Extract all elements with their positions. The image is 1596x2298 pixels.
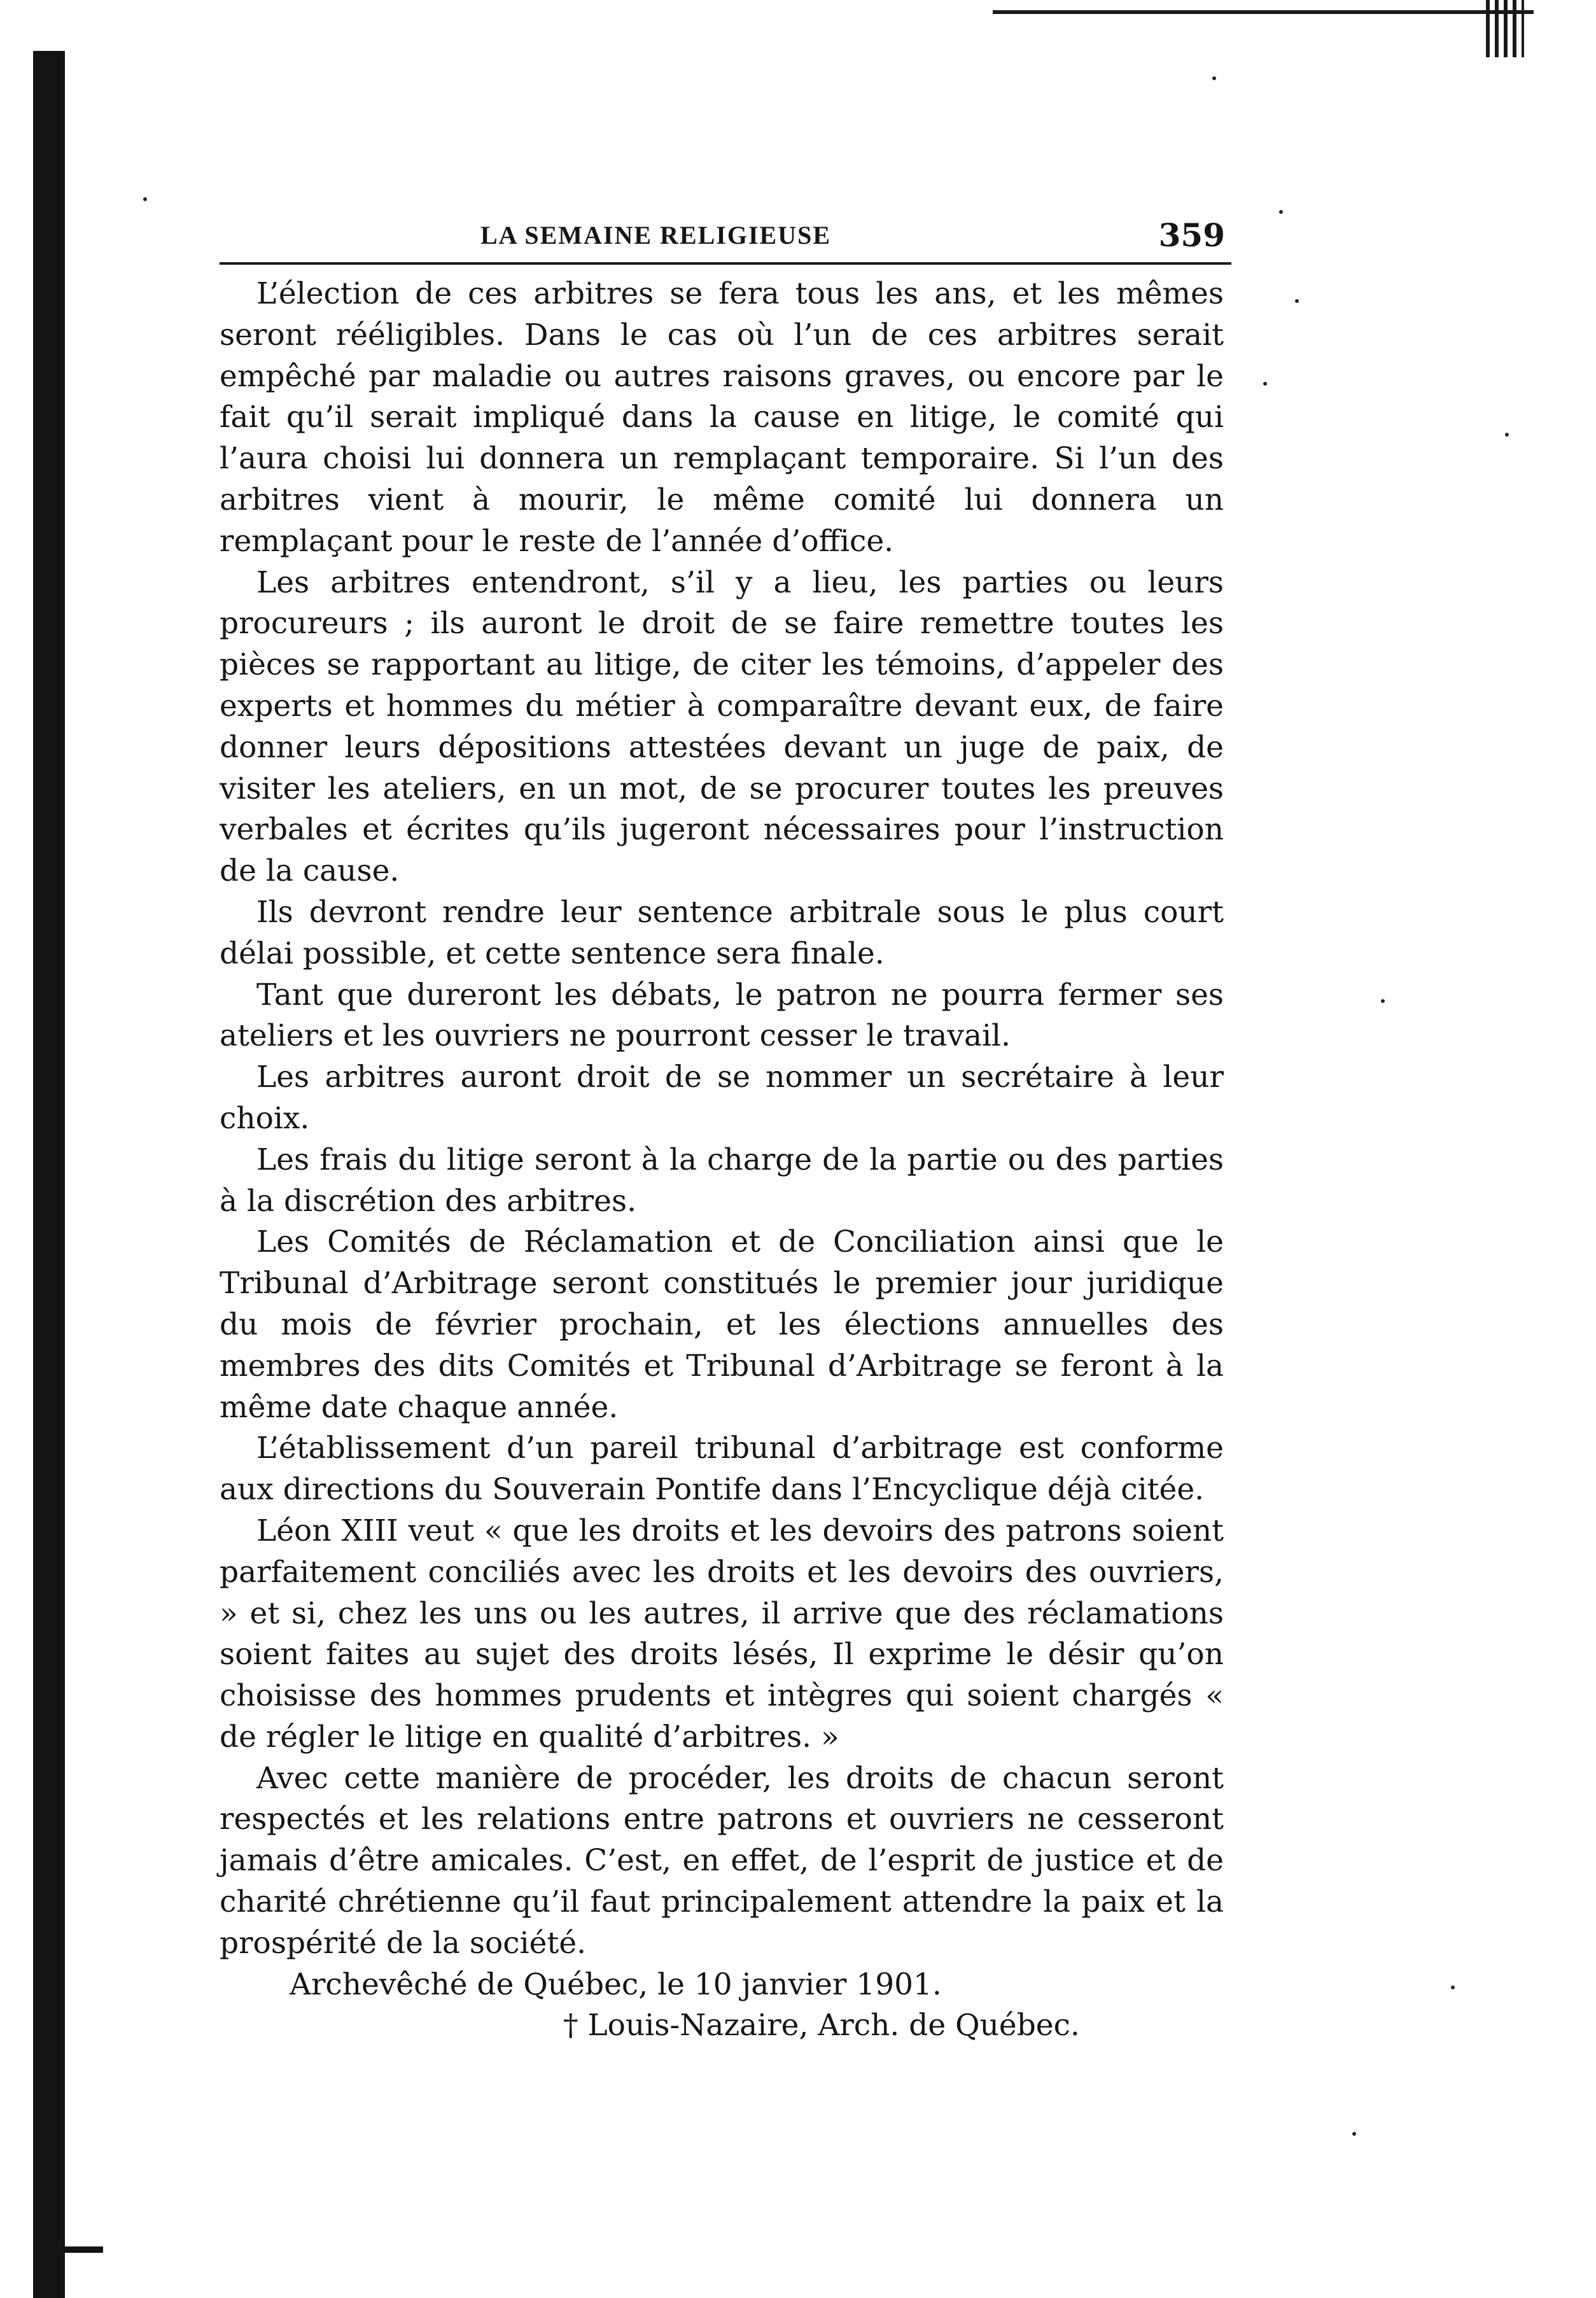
header-rule [220, 262, 1231, 265]
scan-speck [1295, 299, 1299, 303]
paragraph-secretaire: Les arbitres auront droit de se nommer un secrétaire à leur choix. [220, 1060, 1224, 1136]
journal-title: LA SEMAINE RELIGIEUSE [480, 221, 832, 249]
paragraph-etablissement: L’établissement d’un pareil tribunal d’arbitrage est conforme aux directions du Souverain Pontife dans l’Encyclique déjà citée. [220, 1431, 1224, 1508]
paragraph-sentence: Ils devront rendre leur sentence arbitrale sous le plus court délai possible, et cette sentence sera finale. [220, 894, 1224, 971]
scan-binding-edge [33, 51, 65, 2298]
page-number: 359 [1158, 216, 1225, 254]
scan-speck [1451, 1986, 1455, 1989]
scan-speck [1352, 2132, 1356, 2136]
paragraph-leon-xiii: Léon XIII veut « que les droits et les devoirs des patrons soient parfaitement conciliés avec les droits et les devoirs des ouvriers, » et si, chez les uns ou les autres, il arrive que des réclamations soient faites au sujet des droits lésés, Il exprime le désir qu’on choisisse des hommes prudents et intègres qui soient chargés « de régler le litige en qualité d’arbitres. » [220, 1513, 1224, 1755]
paragraph-frais: Les frais du litige seront à la charge de la partie ou des parties à la discrétion des arbitres. [220, 1142, 1224, 1219]
scan-top-rule [993, 10, 1534, 14]
paragraph-comites: Les Comités de Réclamation et de Conciliation ainsi que le Tribunal d’Arbitrage seront constitués le premier jour juridique du mois de février prochain, et les élections annuelles des membres des dits Comités et Tribunal d’Arbitrage se feront à la même date chaque année. [220, 1224, 1224, 1425]
signature: † Louis-Nazaire, Arch. de Québec. [563, 2008, 1080, 2043]
paragraph-election: L’élection de ces arbitres se fera tous les ans, et les mêmes seront rééligibles. Dans le cas où l’un de ces arbitres serait empêché par maladie ou autres raisons graves, ou encore par le fait qu’il serait impliqué dans la cause en litige, le comité qui l’aura choisi lui donnera un remplaçant temporaire. Si l’un des arbitres vient à mourir, le même comité lui donnera un remplaçant pour le reste de l’année d’office. [220, 276, 1224, 559]
paragraph-debats: Tant que dureront les débats, le patron ne pourra fermer ses ateliers et les ouvriers ne pourront cesser le travail. [220, 977, 1224, 1054]
scan-speck [1279, 210, 1283, 214]
scan-speck [1381, 999, 1385, 1003]
article-body [220, 274, 1224, 2047]
running-head [220, 210, 1225, 261]
scan-speck [1212, 76, 1216, 80]
scan-speck [143, 197, 147, 201]
scan-binding-foot [33, 2246, 103, 2253]
scan-corner-mark [1486, 0, 1524, 57]
paragraph-maniere: Avec cette manière de procéder, les droits de chacun seront respectés et les relations entre patrons et ouvriers ne cesseront jamais d’être amicales. C’est, en effet, de l’esprit de justice et de charité chrétienne qu’il faut principalement attendre la paix et la prospérité de la société. [220, 1760, 1224, 1961]
dateline: Archevêché de Québec, le 10 janvier 1901. [290, 1966, 942, 2002]
paragraph-arbitres-entendront: Les arbitres entendront, s’il y a lieu, les parties ou leurs procureurs ; ils auront le droit de se faire remettre toutes les pièces se rapportant au litige, de citer les témoins, d’appeler des experts et hommes du métier à comparaître devant eux, de faire donner leurs dépositions attestées devant un juge de paix, de visiter les ateliers, en un mot, de se procurer toutes les preuves verbales et écrites qu’ils jugeront nécessaires pour l’instruction de la cause. [220, 564, 1224, 889]
scan-speck [1263, 382, 1267, 386]
scan-speck [1505, 433, 1509, 437]
